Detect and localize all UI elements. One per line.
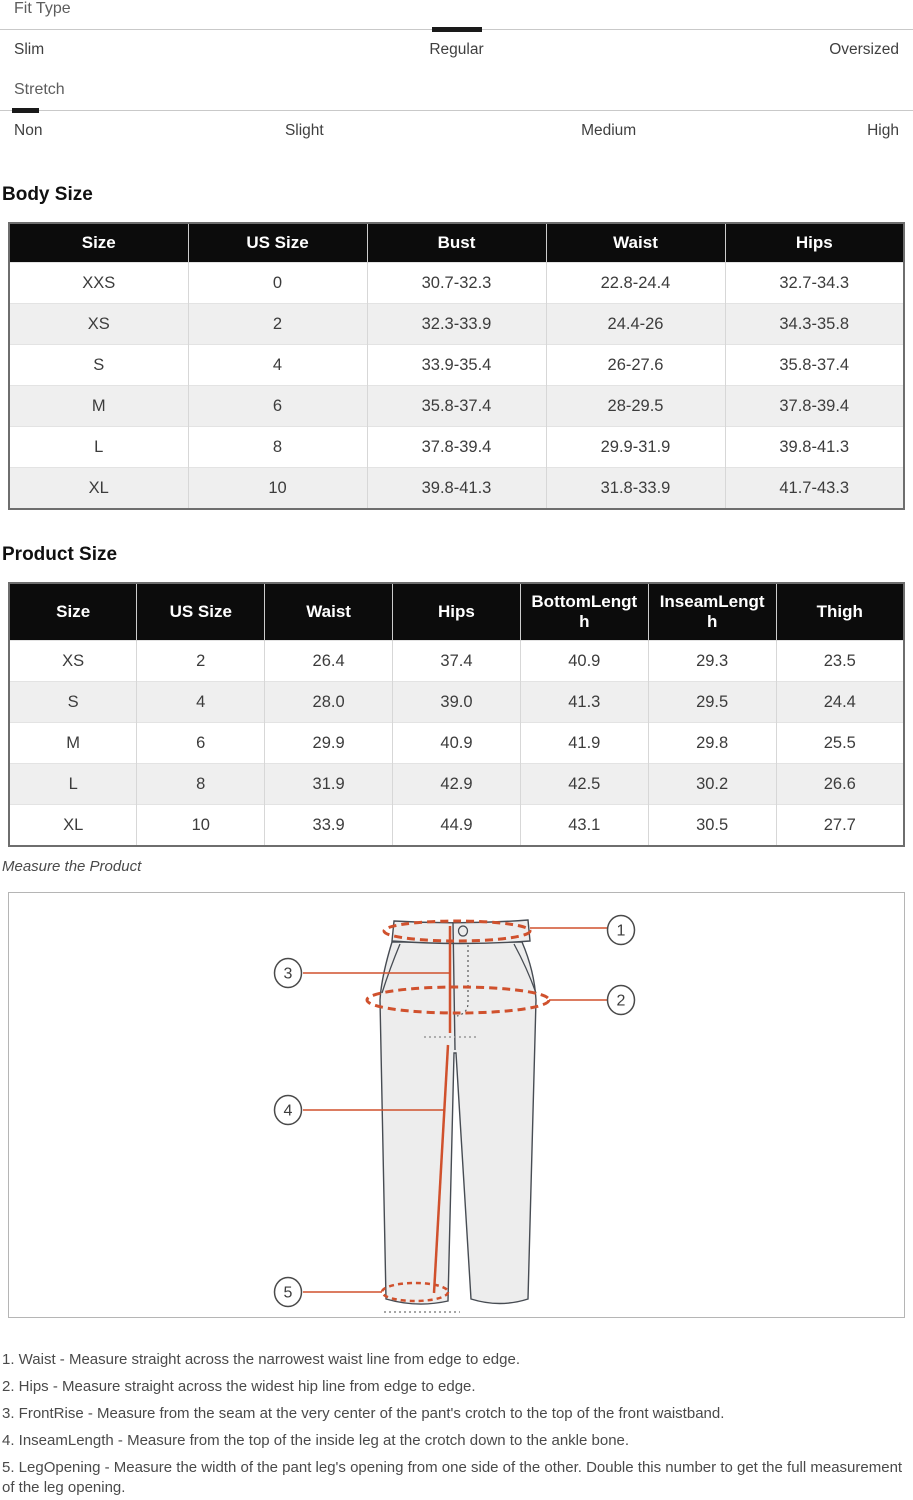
table-cell: 22.8-24.4 bbox=[546, 263, 725, 304]
table-cell: 37.4 bbox=[393, 641, 521, 682]
measure-product-title: Measure the Product bbox=[2, 858, 142, 875]
table-cell: M bbox=[9, 386, 188, 427]
table-cell: 32.3-33.9 bbox=[367, 304, 546, 345]
table-cell: L bbox=[9, 427, 188, 468]
table-cell: 40.9 bbox=[393, 723, 521, 764]
table-cell: 31.8-33.9 bbox=[546, 468, 725, 510]
table-cell: 42.9 bbox=[393, 764, 521, 805]
table-row bbox=[9, 682, 904, 723]
table-cell: 34.3-35.8 bbox=[725, 304, 904, 345]
table-cell: 10 bbox=[137, 805, 265, 847]
table-cell: 29.8 bbox=[648, 723, 776, 764]
table-cell: 41.9 bbox=[520, 723, 648, 764]
waist-button bbox=[459, 926, 468, 936]
stretch-options bbox=[0, 122, 913, 140]
table-row bbox=[9, 764, 904, 805]
table-cell: 28.0 bbox=[265, 682, 393, 723]
table-cell: 2 bbox=[137, 641, 265, 682]
column-header: Bust bbox=[367, 223, 546, 263]
table-cell: 6 bbox=[188, 386, 367, 427]
table-row bbox=[9, 468, 904, 510]
column-header: Waist bbox=[546, 223, 725, 263]
fit-type-options bbox=[0, 41, 913, 59]
callout-1-number: 1 bbox=[616, 922, 626, 940]
table-cell: 42.5 bbox=[520, 764, 648, 805]
column-header: Size bbox=[9, 223, 188, 263]
table-cell: 39.8-41.3 bbox=[367, 468, 546, 510]
table-cell: 28-29.5 bbox=[546, 386, 725, 427]
slider-option-high: High bbox=[867, 122, 899, 139]
table-cell: 24.4-26 bbox=[546, 304, 725, 345]
table-cell: 40.9 bbox=[520, 641, 648, 682]
fit-type-label: Fit Type bbox=[14, 0, 71, 17]
table-cell: 4 bbox=[137, 682, 265, 723]
table-cell: XS bbox=[9, 304, 188, 345]
column-header: Hips bbox=[393, 583, 521, 641]
table-cell: 8 bbox=[188, 427, 367, 468]
table-cell: 39.8-41.3 bbox=[725, 427, 904, 468]
measurement-diagram bbox=[8, 892, 905, 1318]
table-row bbox=[9, 805, 904, 847]
callout-2-number: 2 bbox=[616, 992, 626, 1010]
table-cell: 26.6 bbox=[776, 764, 904, 805]
body-size-title: Body Size bbox=[2, 184, 93, 205]
pants-diagram-svg bbox=[9, 893, 904, 1317]
instruction-item: 5. LegOpening - Measure the width of the pant leg's opening from one side of the other. Double this number to get the full measurement of the leg opening. bbox=[2, 1459, 903, 1496]
table-row bbox=[9, 641, 904, 682]
table-cell: 6 bbox=[137, 723, 265, 764]
slider-option-non: Non bbox=[14, 122, 43, 139]
stretch-marker bbox=[12, 108, 39, 113]
table-cell: 29.3 bbox=[648, 641, 776, 682]
table-cell: 27.7 bbox=[776, 805, 904, 847]
table-cell: 26.4 bbox=[265, 641, 393, 682]
table-cell: XS bbox=[9, 641, 137, 682]
table-cell: 41.3 bbox=[520, 682, 648, 723]
table-cell: 29.9 bbox=[265, 723, 393, 764]
table-cell: 35.8-37.4 bbox=[367, 386, 546, 427]
table-cell: 2 bbox=[188, 304, 367, 345]
measurement-instructions bbox=[2, 1350, 911, 1500]
slider-option-oversized: Oversized bbox=[829, 41, 899, 58]
table-cell: 35.8-37.4 bbox=[725, 345, 904, 386]
product-size-table bbox=[8, 582, 905, 847]
table-cell: 33.9 bbox=[265, 805, 393, 847]
table-cell: S bbox=[9, 345, 188, 386]
product-size-title: Product Size bbox=[2, 544, 118, 565]
column-header: BottomLength bbox=[520, 583, 648, 641]
table-cell: 39.0 bbox=[393, 682, 521, 723]
fit-type-track bbox=[0, 29, 913, 30]
column-header: Hips bbox=[725, 223, 904, 263]
table-cell: 30.7-32.3 bbox=[367, 263, 546, 304]
pants-outline bbox=[380, 920, 536, 1304]
table-cell: 43.1 bbox=[520, 805, 648, 847]
callout-5-number: 5 bbox=[283, 1284, 293, 1302]
table-cell: S bbox=[9, 682, 137, 723]
table-row bbox=[9, 345, 904, 386]
table-cell: 37.8-39.4 bbox=[725, 386, 904, 427]
table-cell: 37.8-39.4 bbox=[367, 427, 546, 468]
callout-3-number: 3 bbox=[283, 965, 293, 983]
stretch-track bbox=[0, 110, 913, 111]
slider-option-slim: Slim bbox=[14, 41, 45, 58]
instruction-item: 3. FrontRise - Measure from the seam at the very center of the pant's crotch to the top of the front waistband. bbox=[2, 1405, 725, 1422]
table-cell: 23.5 bbox=[776, 641, 904, 682]
table-cell: XL bbox=[9, 805, 137, 847]
column-header: Size bbox=[9, 583, 137, 641]
stretch-slider bbox=[0, 81, 913, 141]
slider-option-medium: Medium bbox=[581, 122, 637, 139]
table-cell: XL bbox=[9, 468, 188, 510]
table-cell: L bbox=[9, 764, 137, 805]
table-cell: 29.9-31.9 bbox=[546, 427, 725, 468]
slider-option-slight: Slight bbox=[284, 122, 324, 139]
table-row bbox=[9, 386, 904, 427]
column-header: Thigh bbox=[776, 583, 904, 641]
table-cell: 31.9 bbox=[265, 764, 393, 805]
column-header: Waist bbox=[265, 583, 393, 641]
fit-type-slider bbox=[0, 0, 913, 60]
table-cell: 33.9-35.4 bbox=[367, 345, 546, 386]
table-cell: 26-27.6 bbox=[546, 345, 725, 386]
table-cell: 0 bbox=[188, 263, 367, 304]
table-cell: 30.5 bbox=[648, 805, 776, 847]
slider-option-regular: Regular bbox=[429, 41, 484, 58]
table-row bbox=[9, 723, 904, 764]
instruction-item: 1. Waist - Measure straight across the narrowest waist line from edge to edge. bbox=[2, 1351, 521, 1368]
column-header: InseamLength bbox=[648, 583, 776, 641]
table-row bbox=[9, 304, 904, 345]
fit-type-marker bbox=[432, 27, 482, 32]
table-cell: 30.2 bbox=[648, 764, 776, 805]
table-cell: 44.9 bbox=[393, 805, 521, 847]
table-cell: 8 bbox=[137, 764, 265, 805]
column-header: US Size bbox=[137, 583, 265, 641]
body-size-table bbox=[8, 222, 905, 510]
column-header: US Size bbox=[188, 223, 367, 263]
table-cell: 24.4 bbox=[776, 682, 904, 723]
table-row bbox=[9, 427, 904, 468]
table-cell: 29.5 bbox=[648, 682, 776, 723]
table-cell: 25.5 bbox=[776, 723, 904, 764]
instruction-item: 4. InseamLength - Measure from the top of the inside leg at the crotch down to the ankle bone. bbox=[2, 1432, 630, 1449]
table-cell: 41.7-43.3 bbox=[725, 468, 904, 510]
table-cell: 32.7-34.3 bbox=[725, 263, 904, 304]
table-row bbox=[9, 263, 904, 304]
instruction-item: 2. Hips - Measure straight across the widest hip line from edge to edge. bbox=[2, 1378, 476, 1395]
table-cell: 10 bbox=[188, 468, 367, 510]
callout-4-number: 4 bbox=[283, 1102, 293, 1120]
table-cell: XXS bbox=[9, 263, 188, 304]
table-cell: 4 bbox=[188, 345, 367, 386]
table-cell: M bbox=[9, 723, 137, 764]
stretch-label: Stretch bbox=[14, 81, 65, 98]
